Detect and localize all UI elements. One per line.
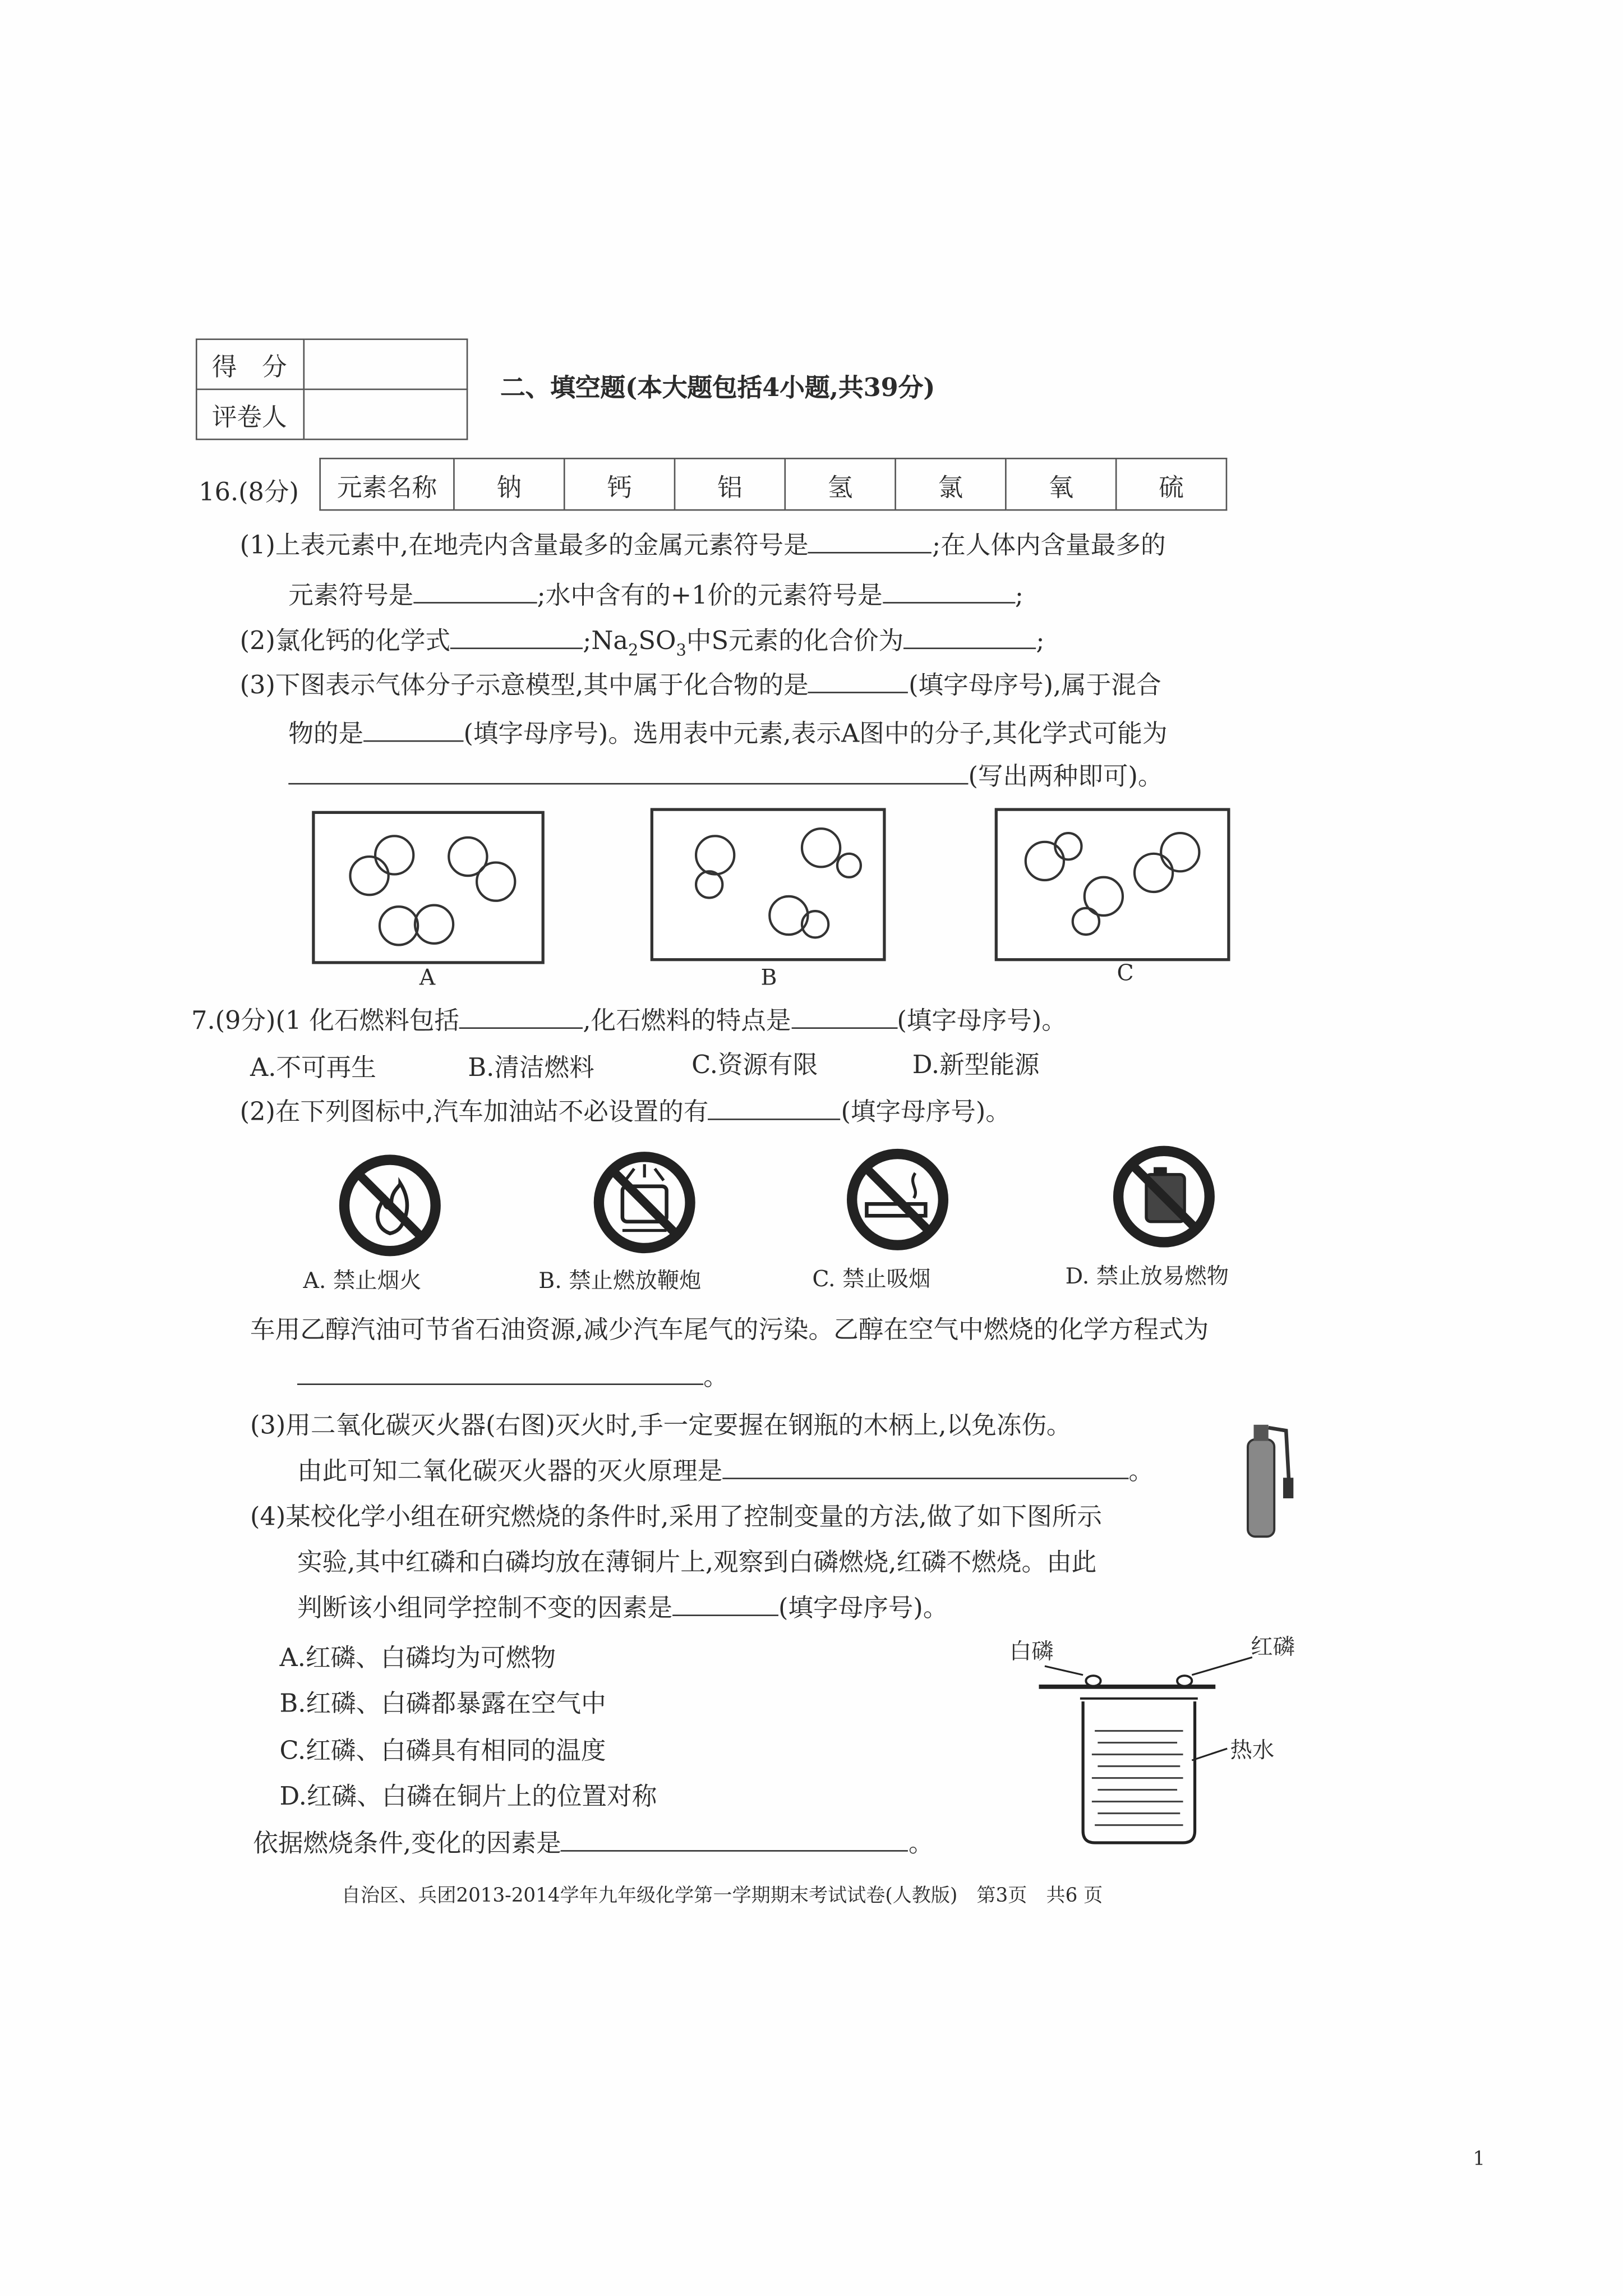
grader-cell[interactable] xyxy=(304,389,467,439)
grader-label: 评卷人 xyxy=(196,389,304,439)
q16-p1-text-d: ;水中含有的+1价的元素符号是 xyxy=(537,581,883,611)
sign-label-b: B. 禁止燃放鞭炮 xyxy=(538,1267,702,1294)
element-cell-aluminium: 铝 xyxy=(675,458,785,510)
element-header: 元素名称 xyxy=(320,458,454,510)
q16-p3-text-b: (填字母序号),属于混合 xyxy=(909,671,1161,701)
page-number: 1 xyxy=(1473,2148,1486,2171)
element-cell-calcium: 钙 xyxy=(564,458,675,510)
hot-water-label: 热水 xyxy=(1230,1737,1275,1764)
score-cell[interactable] xyxy=(304,339,467,389)
formula-sub-3: 3 xyxy=(676,641,686,660)
no-flammables-sign-icon xyxy=(1109,1142,1218,1251)
answer-blank[interactable] xyxy=(809,530,932,554)
formula-so: SO xyxy=(638,627,676,657)
sign-label-c: C. 禁止吸烟 xyxy=(812,1266,931,1292)
answer-blank[interactable] xyxy=(413,580,537,604)
q17-p1-text-a: 7.(9分)(1 化石燃料包括 xyxy=(191,1006,460,1037)
figure-label-a: A xyxy=(419,964,436,991)
answer-blank[interactable] xyxy=(722,1456,1128,1479)
q17-part4-line4 xyxy=(253,1828,933,1861)
element-cell-chlorine: 氯 xyxy=(896,458,1006,510)
answer-blank[interactable] xyxy=(459,1005,583,1029)
element-cell-sulfur: 硫 xyxy=(1116,458,1227,510)
answer-blank[interactable] xyxy=(809,670,909,693)
q17-part4-line1: (4)某校化学小组在研究燃烧的条件时,采用了控制变量的方法,做了如下图所示 xyxy=(250,1502,1102,1533)
ethanol-paragraph: 车用乙醇汽油可节省石油资源,减少汽车尾气的污染。乙醇在空气中燃烧的化学方程式为 xyxy=(250,1315,1209,1346)
q17-p4-text-c: 判断该小组同学控制不变的因素是 xyxy=(297,1594,673,1624)
q17-p1-text-c: (填字母序号)。 xyxy=(897,1006,1067,1037)
element-cell-sodium: 钠 xyxy=(454,458,564,510)
figure-label-c: C xyxy=(1117,959,1134,986)
q16-p3-text-e: (写出两种即可)。 xyxy=(968,762,1163,792)
score-table xyxy=(196,338,468,440)
q16-part1-line1 xyxy=(240,530,1166,563)
answer-blank[interactable] xyxy=(708,1097,841,1120)
q16-p3-text-a: (3)下图表示气体分子示意模型,其中属于化合物的是 xyxy=(239,671,809,701)
sign-label-d: D. 禁止放易燃物 xyxy=(1065,1263,1229,1290)
answer-blank[interactable] xyxy=(903,625,1036,649)
answer-blank[interactable] xyxy=(791,1005,897,1029)
ethanol-answer-line xyxy=(297,1361,728,1394)
q17-p1-text-b: ,化石燃料的特点是 xyxy=(583,1006,791,1037)
answer-blank[interactable] xyxy=(450,625,583,649)
q17-p4-option-c: C.红磷、白磷具有相同的温度 xyxy=(279,1737,606,1766)
end-mark: 。 xyxy=(908,1829,934,1859)
answer-blank[interactable] xyxy=(561,1828,909,1852)
element-cell-hydrogen: 氢 xyxy=(785,458,896,510)
end-mark: 。 xyxy=(703,1363,728,1393)
end-mark: 。 xyxy=(1128,1457,1154,1487)
q16-part3-line3 xyxy=(288,761,1163,794)
molecule-model-a xyxy=(312,811,545,964)
molecule-model-b xyxy=(651,808,886,961)
no-fire-sign-icon xyxy=(335,1151,444,1260)
q17-part3-line1: (3)用二氧化碳灭火器(右图)灭火时,手一定要握在钢瓶的木柄上,以免冻伤。 xyxy=(250,1411,1072,1441)
no-smoking-sign-icon xyxy=(843,1145,952,1254)
q17-option-a: A.不可再生 xyxy=(250,1053,376,1084)
answer-blank[interactable] xyxy=(672,1593,778,1616)
q16-p3-text-d: (填字母序号)。选用表中元素,表示A图中的分子,其化学式可能为 xyxy=(463,720,1168,749)
section-title: 二、填空题(本大题包括4小题,共39分) xyxy=(500,374,935,403)
formula-sub-2: 2 xyxy=(628,641,639,660)
q17-p4-option-a: A.红磷、白磷均为可燃物 xyxy=(279,1644,556,1674)
q17-option-b: B.清洁燃料 xyxy=(468,1053,594,1084)
q16-p2-text-d: ; xyxy=(1036,627,1045,657)
q16-p1-text-e: ; xyxy=(1015,581,1023,611)
q17-part2-line xyxy=(240,1097,1011,1129)
q16-p3-text-c: 物的是 xyxy=(288,720,364,749)
q16-p1-text-b: ;在人体内含量最多的 xyxy=(932,531,1166,561)
q16-number: 16.(8分) xyxy=(199,478,299,508)
sign-label-a: A. 禁止烟火 xyxy=(303,1267,422,1294)
figure-label-b: B xyxy=(760,964,777,991)
q17-part3-line2 xyxy=(297,1456,1154,1488)
q17-part1-line xyxy=(191,1005,1067,1038)
q16-part3-line1 xyxy=(240,670,1161,702)
q17-part4-line3 xyxy=(297,1593,948,1625)
answer-blank[interactable] xyxy=(288,761,968,785)
formula-na: Na xyxy=(591,627,628,657)
q17-p4-text-e: 依据燃烧条件,变化的因素是 xyxy=(253,1829,561,1859)
element-cell-oxygen: 氧 xyxy=(1006,458,1116,510)
q17-p4-text-d: (填字母序号)。 xyxy=(778,1594,948,1624)
white-phosphorus-label: 白磷 xyxy=(1009,1638,1054,1665)
q17-p3-text-b: 由此可知二氧化碳灭火器的灭火原理是 xyxy=(297,1457,723,1487)
q16-p1-text-a: (1)上表元素中,在地壳内含量最多的金属元素符号是 xyxy=(239,531,809,561)
q16-p2-text-b: ; xyxy=(583,627,592,657)
q17-p2-text-b: (填字母序号)。 xyxy=(841,1098,1011,1128)
q17-option-d: D.新型能源 xyxy=(912,1051,1040,1080)
molecule-model-c xyxy=(995,808,1230,961)
answer-blank[interactable] xyxy=(883,580,1015,604)
q17-p4-option-b: B.红磷、白磷都暴露在空气中 xyxy=(279,1690,606,1719)
no-firecrackers-sign-icon xyxy=(590,1148,699,1257)
co2-extinguisher-icon xyxy=(1236,1413,1298,1548)
q16-part3-line2 xyxy=(288,718,1167,751)
page-footer: 自治区、兵团2013-2014学年九年级化学第一学期期末考试试卷(人教版) 第3页 共6 页 xyxy=(341,1885,1103,1908)
answer-blank[interactable] xyxy=(297,1361,703,1385)
q17-p4-option-d: D.红磷、白磷在铜片上的位置对称 xyxy=(279,1782,657,1812)
answer-blank[interactable] xyxy=(363,718,463,742)
element-table xyxy=(319,458,1227,510)
q17-part4-line2: 实验,其中红磷和白磷均放在薄铜片上,观察到白磷燃烧,红磷不燃烧。由此 xyxy=(297,1548,1097,1578)
score-label: 得 分 xyxy=(196,339,304,389)
q16-p2-text-a: (2)氯化钙的化学式 xyxy=(239,627,451,657)
q16-p1-text-c: 元素符号是 xyxy=(288,581,414,611)
red-phosphorus-label: 红磷 xyxy=(1251,1634,1295,1660)
q17-option-c: C.资源有限 xyxy=(691,1051,818,1080)
q16-part2-line xyxy=(240,625,1045,667)
q17-p2-text-a: (2)在下列图标中,汽车加油站不必设置的有 xyxy=(239,1098,709,1128)
q16-part1-line2 xyxy=(288,580,1023,613)
q16-p2-text-c: 中S元素的化合价为 xyxy=(686,627,904,657)
